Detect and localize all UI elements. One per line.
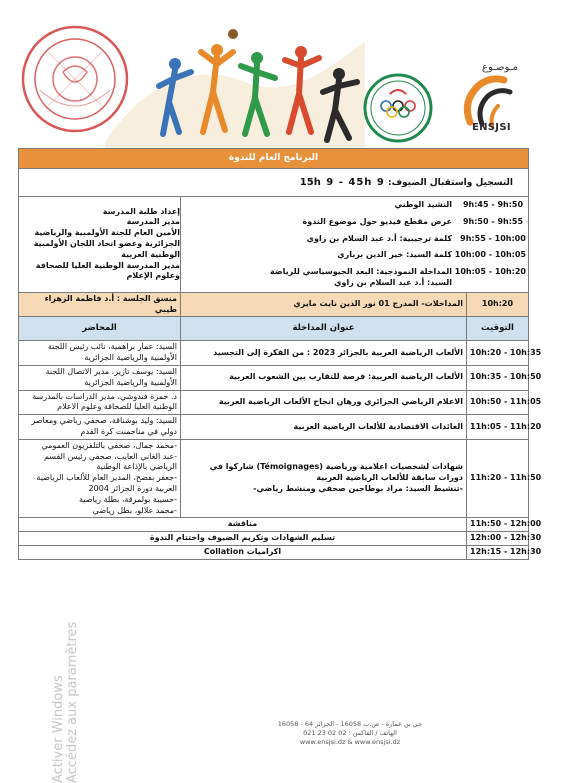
opening-item-desc: عرض مقطع فيديو حول موضوع الندوة <box>302 216 452 226</box>
opening-list <box>181 197 528 292</box>
closing-time: 12h:00 - 12h:30 <box>467 532 529 546</box>
opening-side-line: مدير المدرسة الوطنية العليا للصحافة وعلوم الإعلام <box>35 260 180 281</box>
program-title-row <box>19 149 529 169</box>
olympic-committee-logo-icon <box>362 72 434 144</box>
opening-item-time: 10h:05 - 10h:20 <box>454 267 526 277</box>
program-title: البرنامج العام للندوة <box>19 149 529 169</box>
opening-side-line: مدير المدرسة <box>126 217 180 227</box>
footer-phone: 021 23 02 02 : الهاتف / الفاكس <box>303 729 397 738</box>
opening-side-cell <box>19 197 181 293</box>
watermark-line1: Activer Windows <box>51 675 66 783</box>
registration-time: 15h 9 - 45h 9 <box>299 176 385 188</box>
talk-time: 11h:20 - 11h:50 <box>467 439 529 518</box>
closing-time: 12h:15 - 12h:30 <box>467 545 529 559</box>
footer-web: www.ensjsi.dz & www.ensjsi.dz <box>299 738 401 747</box>
footer-address: 16058 - 64 حي بن عمارة - ص.ب 16058 - الجزائر <box>277 720 423 728</box>
talk-speaker: -محمد جمال، صحفي بالتلفزيون العمومي -عبد الغاني العايب، صحفي رئيس القسم الرياضي بالإذاعة الوطنية -جعفر بفضح، المدير العام للألعاب الرياضية العربية دورة الجزائر 2004 -حسيبة بولمرقة، بطلة رياضية -محمد علالو، بطل رياضي <box>19 439 181 518</box>
talk-speaker: السيد: وليد بوشناقة، صحفي رياضي ومعاصر دولي في مناجمنت كرة القدم <box>19 415 181 440</box>
closing-row <box>19 545 529 559</box>
talks-body <box>19 341 542 518</box>
opening-item-desc: المداخلة النموذجية: البعد الجيوسياسي للرياضة السيد: أ.د عبد السلام بن زاوي <box>270 267 452 287</box>
opening-block <box>19 197 529 293</box>
opening-item-desc: كلمة السيد: خير الدين برباري <box>337 250 452 260</box>
talk-time: 11h:05 - 11h:20 <box>467 415 529 440</box>
school-logo <box>442 62 522 140</box>
school-abbreviation: ENSJSI <box>472 122 511 133</box>
session-row <box>19 292 529 317</box>
talk-row <box>19 415 529 440</box>
talk-speaker: السيد: يوسف تازير. مدير الاتصال اللجنة الأولمبية والرياضية الجزائرية <box>19 365 181 390</box>
closing-row <box>19 518 529 532</box>
opening-item-time: 9h:50 - 9h:55 <box>462 216 524 226</box>
program-table <box>18 148 542 560</box>
talk-topic: الاعلام الرياضي الجزائري ورهان انجاح الألعاب الرياضية العربية <box>181 390 467 415</box>
registration-label: التسجيل واستقبال الضيوف: <box>387 177 513 188</box>
talk-row <box>19 365 529 390</box>
talk-speaker: د. حمزة فندوشي، مدير الدراسات بالمدرسة الوطنية العليا للصحافة وعلوم الاعلام <box>19 390 181 415</box>
column-header-topic: عنوان المداخلة <box>181 317 467 341</box>
talk-row <box>19 390 529 415</box>
talk-topic: شهادات لشخصيات اعلامية ورياضية (Témoignages) شاركوا في دورات سابقة للألعاب الرياضية العربية -تنشيط السيد: مراد بوطاجين صحفي ومنشط رياضي- <box>181 439 467 518</box>
session-moderator: منسق الجلسة : أ.د فاطمة الزهراء طيبي <box>19 292 181 317</box>
session-time: 10h:20 <box>467 292 529 317</box>
column-header-row <box>19 317 529 341</box>
closing-label: اكرامیات Collation <box>19 545 467 559</box>
talk-speaker: السيد: عمار براهمية، نائب رئيس اللجنة الأولمبية والرياضية الجزائرية <box>19 341 181 366</box>
session-label: المداخلات- المدرج 01 نور الدين نايت مايزي <box>181 292 467 317</box>
opening-item <box>181 231 528 248</box>
closing-row <box>19 532 529 546</box>
opening-item-time: 9h:55 - 10h:00 <box>460 233 526 243</box>
school-tagline: مـوصـوع <box>481 62 518 73</box>
talk-time: 10h:20 - 10h:35 <box>467 341 529 366</box>
column-header-speaker: المحاضر <box>19 317 181 341</box>
footer <box>160 720 540 747</box>
closing-label: مناقشة <box>19 518 467 532</box>
opening-side-list <box>19 207 180 283</box>
talk-topic: العائدات الاقتصادية للألعاب الرياضية العربية <box>181 415 467 440</box>
closing-label: تسليم الشهادات وتكريم الضيوف واختتام الندوة <box>19 532 467 546</box>
opening-item-desc: كلمة ترحيبية: أ.د عبد السلام بن زاوي <box>306 233 452 243</box>
opening-side-line: الأمين العام للجنة الأولمبية والرياضية الجزائرية وعضو اتحاد اللجان الأولمبية الوطنية العربية <box>33 228 180 259</box>
closing-body <box>19 518 542 559</box>
opening-side-line: إعداد طلبة المدرسة <box>102 206 180 216</box>
talk-topic: الألعاب الرياضية العربية: فرصة للتقارب بين الشعوب العربية <box>181 365 467 390</box>
talk-row <box>19 439 529 518</box>
opening-item <box>181 197 528 214</box>
closing-time: 11h:50 - 12h:00 <box>467 518 529 532</box>
column-header-time: التوقيت <box>467 317 529 341</box>
opening-item <box>181 247 528 264</box>
opening-item <box>181 214 528 231</box>
opening-items-cell <box>181 197 529 293</box>
registration-row <box>19 169 529 197</box>
watermark-line2: Accédez aux paramètres <box>65 621 81 783</box>
talk-row <box>19 341 529 366</box>
opening-item <box>181 264 528 292</box>
opening-item-desc: النشيد الوطني <box>394 200 452 209</box>
talk-topic: الألعاب الرياضية العربية بالجزائر 2023 : من الفكرة إلى التجسيد <box>181 341 467 366</box>
activation-watermark <box>52 622 81 783</box>
talk-time: 10h:50 - 11h:05 <box>467 390 529 415</box>
talk-time: 10h:35 - 10h:50 <box>467 365 529 390</box>
opening-item-time: 9h:45 - 9h:50 <box>462 200 524 209</box>
opening-item-time: 10h:00 - 10h:05 <box>454 250 526 260</box>
athletes-illustration-icon <box>105 22 365 150</box>
